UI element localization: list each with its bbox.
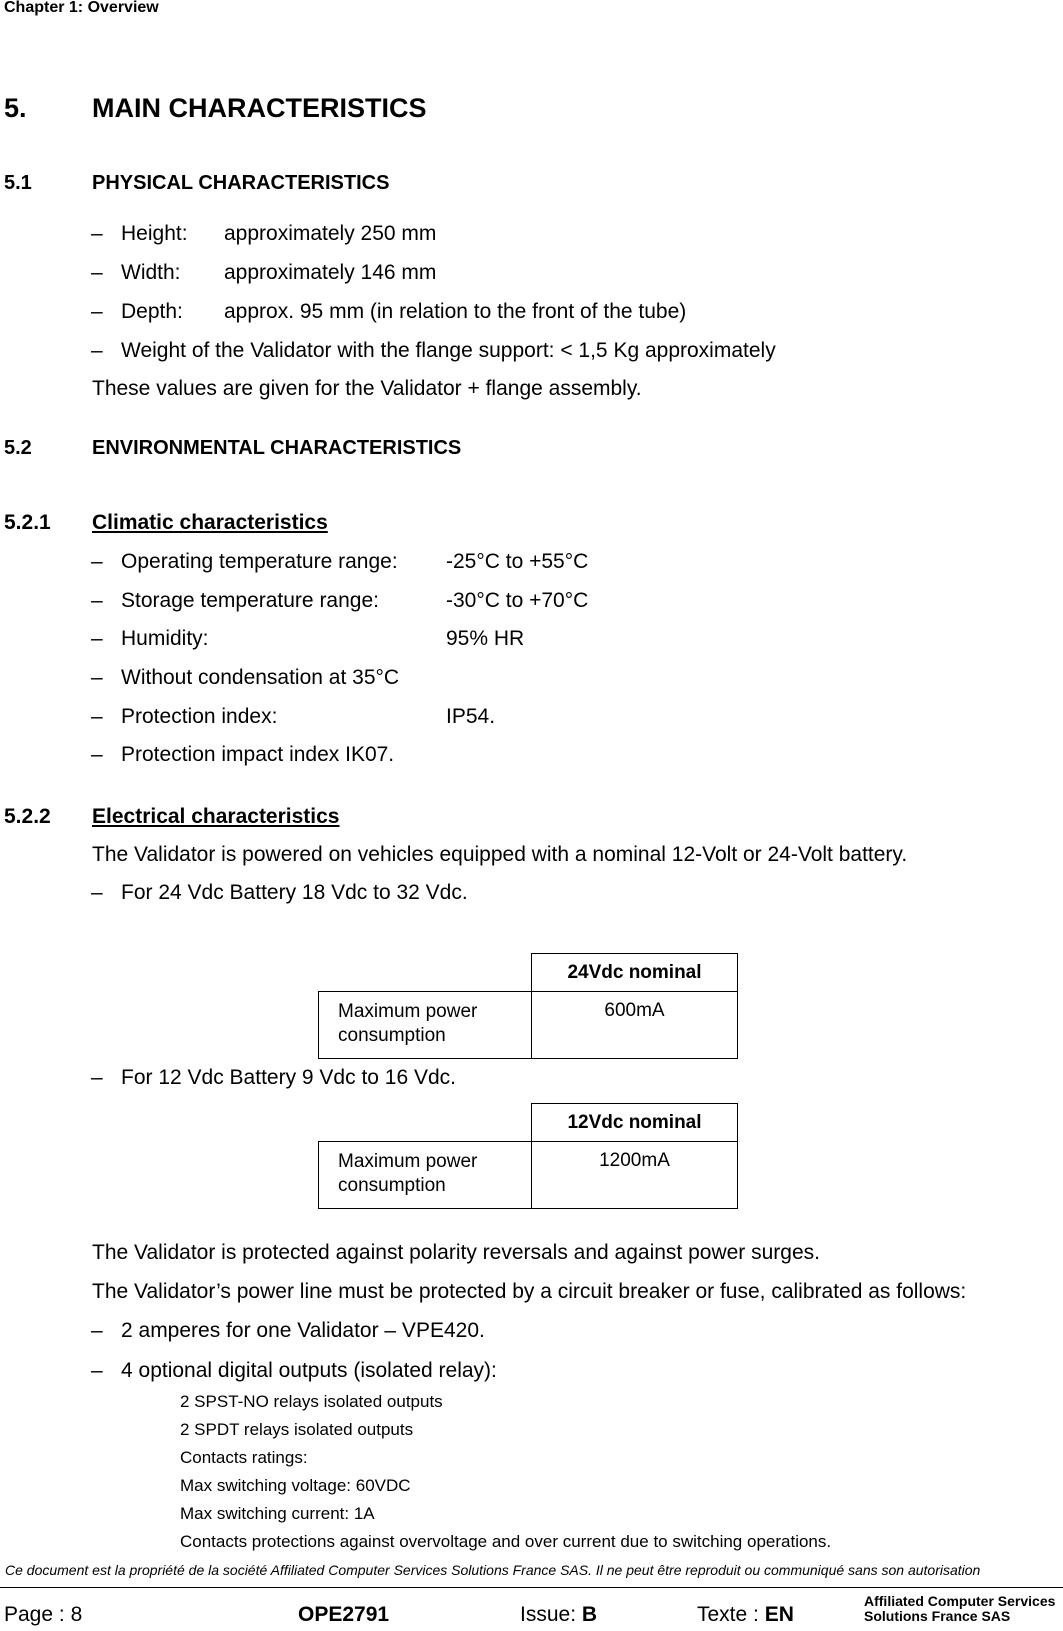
digital-outputs-item: 4 optional digital outputs (isolated relay): [121, 1359, 497, 1382]
section-5-2-2-number: 5.2.2 [4, 805, 51, 828]
table-24vdc [318, 953, 738, 1059]
weight-item: Weight of the Validator with the flange support: < 1,5 Kg approximately [121, 339, 776, 362]
company-line-2: Solutions France SAS [864, 1608, 1011, 1624]
humidity-label: Humidity: [121, 627, 209, 650]
company-line-1: Affiliated Computer Services [864, 1593, 1056, 1609]
section-5-2-1-title: Climatic characteristics [92, 511, 328, 534]
protection-index-label: Protection index: [121, 705, 278, 728]
dash-bullet: – [91, 589, 103, 612]
width-label: Width: [121, 261, 181, 284]
table-24vdc-row-value: 600mA [532, 992, 738, 1059]
height-label: Height: [121, 222, 188, 245]
confidentiality-notice: Ce document est la propriété de la société Affiliated Computer Services Solutions France SAS. Il ne peut être reproduit ou communiqué sans son autorisation [5, 1562, 981, 1578]
dash-bullet: – [91, 743, 103, 766]
condensation-item: Without condensation at 35°C [121, 666, 400, 689]
electrical-intro: The Validator is powered on vehicles equipped with a nominal 12-Volt or 24-Volt battery. [92, 843, 908, 866]
storage-temp-label: Storage temperature range: [121, 589, 379, 612]
section-5-2-number: 5.2 [4, 437, 32, 459]
dash-bullet: – [91, 705, 103, 728]
company-logo [864, 1594, 1055, 1624]
section-5-1-title: PHYSICAL CHARACTERISTICS [92, 172, 390, 194]
powerline-paragraph: The Validator’s power line must be protected by a circuit breaker or fuse, calibrated as follows: [92, 1280, 967, 1303]
section-5-title: MAIN CHARACTERISTICS [92, 93, 427, 123]
dash-bullet: – [91, 1319, 103, 1342]
amperes-item: 2 amperes for one Validator – VPE420. [121, 1319, 485, 1342]
dash-bullet: – [91, 222, 103, 245]
battery-12-item: For 12 Vdc Battery 9 Vdc to 16 Vdc. [121, 1066, 457, 1089]
issue: Issue: B [520, 1603, 598, 1626]
section-5-2-1-number: 5.2.1 [4, 511, 51, 534]
section-5-2-2-title: Electrical characteristics [92, 805, 340, 828]
table-24vdc-row-label: Maximum power consumption [319, 992, 532, 1059]
protection-paragraph: The Validator is protected against polarity reversals and against power surges. [92, 1241, 820, 1264]
table-12vdc-row-label: Maximum power consumption [319, 1142, 532, 1209]
depth-label: Depth: [121, 300, 183, 323]
humidity-value: 95% HR [446, 627, 525, 650]
dash-bullet: – [91, 1066, 103, 1089]
physical-note: These values are given for the Validator + flange assembly. [92, 377, 642, 400]
output-detail-line: Contacts protections against overvoltage and over current due to switching operations. [180, 1532, 832, 1551]
height-value: approximately 250 mm [224, 222, 437, 245]
chapter-header: Chapter 1: Overview [4, 0, 159, 16]
table-24vdc-header: 24Vdc nominal [532, 954, 738, 992]
dash-bullet: – [91, 261, 103, 284]
protection-index-value: IP54. [446, 705, 496, 728]
output-detail-line: 2 SPST-NO relays isolated outputs [180, 1392, 443, 1411]
battery-24-item: For 24 Vdc Battery 18 Vdc to 32 Vdc. [121, 881, 468, 904]
table-12vdc [318, 1103, 738, 1209]
table-12vdc-row-value: 1200mA [532, 1142, 738, 1209]
dash-bullet: – [91, 339, 103, 362]
width-value: approximately 146 mm [224, 261, 437, 284]
document-reference: OPE2791 [298, 1603, 390, 1626]
output-detail-line: Max switching voltage: 60VDC [180, 1476, 411, 1495]
storage-temp-value: -30°C to +70°C [446, 589, 589, 612]
dash-bullet: – [91, 1359, 103, 1382]
dash-bullet: – [91, 550, 103, 573]
section-5-1-number: 5.1 [4, 172, 32, 194]
depth-value: approx. 95 mm (in relation to the front of the tube) [224, 300, 687, 323]
table-blank-cell [319, 1104, 532, 1142]
operating-temp-label: Operating temperature range: [121, 550, 398, 573]
output-detail-line: 2 SPDT relays isolated outputs [180, 1420, 414, 1439]
output-detail-line: Max switching current: 1A [180, 1504, 375, 1523]
table-12vdc-header: 12Vdc nominal [532, 1104, 738, 1142]
table-blank-cell [319, 954, 532, 992]
page-number: Page : 8 [4, 1603, 83, 1626]
impact-index-item: Protection impact index IK07. [121, 743, 395, 766]
dash-bullet: – [91, 300, 103, 323]
section-5-2-title: ENVIRONMENTAL CHARACTERISTICS [92, 437, 462, 459]
dash-bullet: – [91, 627, 103, 650]
footer-divider [0, 1587, 1063, 1588]
output-detail-line: Contacts ratings: [180, 1448, 308, 1467]
dash-bullet: – [91, 666, 103, 689]
dash-bullet: – [91, 881, 103, 904]
section-5-number: 5. [4, 93, 27, 123]
text-language: Texte : EN [697, 1603, 794, 1626]
operating-temp-value: -25°C to +55°C [446, 550, 589, 573]
